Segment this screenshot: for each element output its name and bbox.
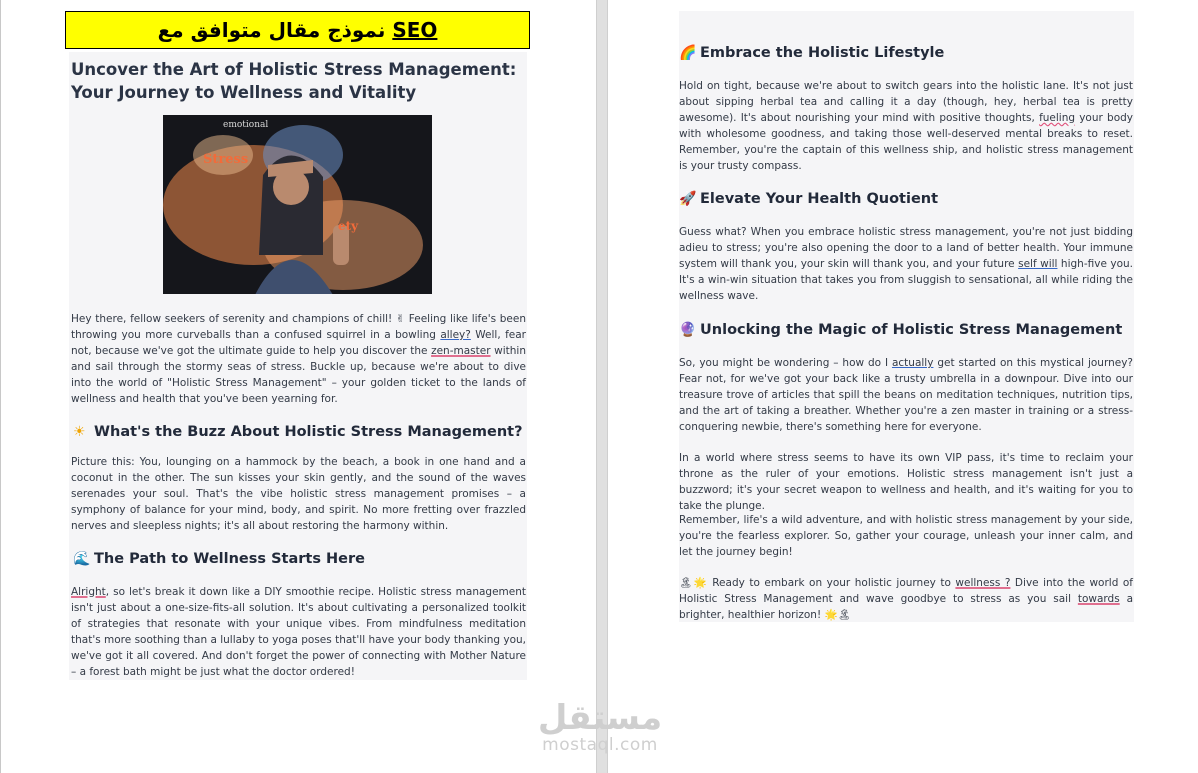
paragraph-lifestyle: Hold on tight, because we're about to switch gears into the holistic lane. It's not just about sipping herbal tea and calling it a day (though, hey, herbal tea is pretty awesome). It's about nourishing your mind with positive thoughts, fueling your body with wholesome goodness, and taking those well-deserved mental breaks to reset. Remember, you're the captain of this wellness ship, and holistic stress management is your trusty compass. <box>679 80 1133 172</box>
banner-title <box>65 11 530 49</box>
article-title: Uncover the Art of Holistic Stress Management: Your Journey to Wellness and Vitality <box>71 60 517 102</box>
spell-flag-zen-master[interactable]: zen-master <box>431 345 491 357</box>
paragraph-throne: In a world where stress seems to have its own VIP pass, it's time to reclaim your throne as the ruler of your emotions. Holistic stress management isn't just a buzzword; it's your secret weapon to wellness and health, and it's waiting for you to take the plunge. <box>679 452 1133 512</box>
watermark-arabic: مستقل <box>537 698 663 738</box>
intro-paragraph: Hey there, fellow seekers of serenity and champions of chill! ✌ Feeling like life's been throwing you more curveballs than a confused squirrel in a bowling alley? Well, fear not, because we've got the ultimate guide to help you discover the zen-master within and sail through the stormy seas of stress. Buckle up, because we're about to dive into the world of "Holistic Stress Management" – your golden ticket to the lands of wellness and health that you've been yearning for. <box>71 313 526 405</box>
banner-arabic: نموذج مقال متوافق مع <box>157 18 386 42</box>
rocket-icon: 🚀 <box>679 191 697 207</box>
spell-flag-towards[interactable]: towards <box>1077 593 1120 605</box>
grammar-flag-actually[interactable]: actually <box>891 357 934 369</box>
svg-text:ety: ety <box>338 219 359 233</box>
watermark-domain: mostaql.com <box>542 735 658 755</box>
heading-lifestyle: 🌈 Embrace the Holistic Lifestyle <box>679 45 945 61</box>
grammar-flag-self-will[interactable]: self will <box>1018 258 1058 270</box>
paragraph-health: Guess what? When you embrace holistic stress management, you're not just bidding adieu to stress; you're also opening the door to a land of better health. Your immune system will thank you, your skin will thank you, and your future self will high-five you. It's a win-win situation that takes you from sluggish to sensational, all while riding the wellness wave. <box>679 226 1133 302</box>
banner-seo: SEO <box>392 18 438 42</box>
svg-text:emotional: emotional <box>223 120 269 130</box>
heading-magic: 🔮 Unlocking the Magic of Holistic Stress Management <box>679 322 1123 338</box>
heading-health: 🚀 Elevate Your Health Quotient <box>679 191 939 207</box>
paragraph-path: Alright, so let's break it down like a DIY smoothie recipe. Holistic stress management isn't just about a one-size-fits-all solution. It's about cultivating a personalized toolkit of strategies that resonate with your unique vibes. From mindfulness meditation that's more soothing than a lullaby to yoga poses that'll have your body thanking you, we've got it all covered. And don't forget the power of connecting with Mother Nature – a forest bath might be just what the doctor ordered! <box>71 586 526 678</box>
grammar-flag-alley[interactable]: alley? <box>440 329 471 341</box>
rainbow-icon: 🌈 <box>679 45 697 61</box>
paragraph-buzz: Picture this: You, lounging on a hammock by the beach, a book in one hand and a coconut in the other. The sun kisses your skin gently, and the sound of the waves serenades your soul. That's the vibe holistic stress management promises – a symphony of balance for your mind, body, and spirit. No more fretting over frazzled nerves and sleepless nights; it's all about restoring the harmony within. <box>71 456 526 532</box>
paragraph-cta: 🏝🌟 Ready to embark on your holistic journey to wellness ? Dive into the world of Holistic Stress Management and wave goodbye to stress as you sail towards a brighter, healthier horizon! 🌟🏝 <box>679 577 1133 621</box>
page-gutter <box>596 0 608 773</box>
paragraph-magic: So, you might be wondering – how do I actually get started on this mystical journey? Fear not, for we've got your back like a trusty umbrella in a downpour. Dive into our treasure trove of articles that spill the beans on meditation techniques, nutrition tips, and the art of taking a breather. Whether you're a zen master in training or a stress-conquering newbie, there's something here for everyone. <box>679 357 1133 433</box>
wave-icon: 🌊 <box>73 551 91 567</box>
paragraph-adventure: Remember, life's a wild adventure, and with holistic stress management by your side, you're the fearless explorer. So, gather your courage, unleash your inner calm, and let the journey begin! <box>679 514 1133 558</box>
spell-flag-alright[interactable]: Alright <box>71 586 106 598</box>
hero-image-stress <box>163 115 432 294</box>
heading-buzz: ☀ What's the Buzz About Holistic Stress Management? <box>73 424 523 440</box>
victory-hand-icon: ✌ <box>395 313 406 325</box>
heading-path: 🌊 The Path to Wellness Starts Here <box>73 551 365 567</box>
spell-flag-fueling[interactable]: fueling <box>1039 112 1076 124</box>
sun-icon: ☀ <box>73 424 86 440</box>
crystal-ball-icon: 🔮 <box>679 322 697 338</box>
island-star-icon: 🏝🌟 <box>679 577 708 589</box>
star-island-icon: 🌟🏝 <box>824 609 851 621</box>
svg-text:Stress: Stress <box>203 152 249 167</box>
spell-flag-wellness[interactable]: wellness ? <box>955 577 1011 589</box>
mostaql-watermark <box>520 700 680 754</box>
